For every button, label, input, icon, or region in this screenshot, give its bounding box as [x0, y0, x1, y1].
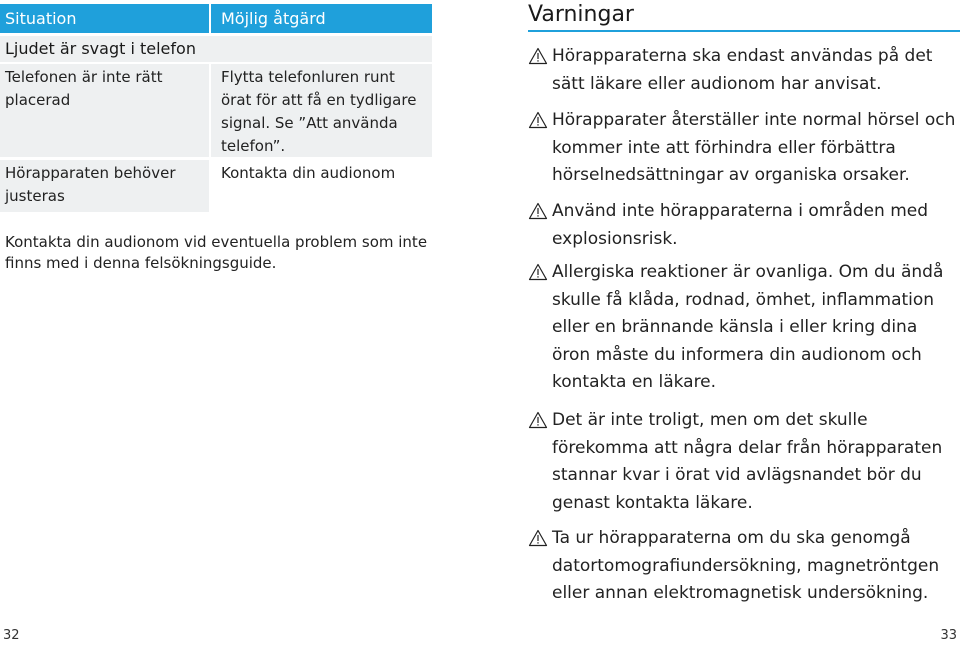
troubleshooting-note: Kontakta din audionom vid eventuella problem som inte finns med i denna felsökningsguide.	[5, 233, 428, 272]
warnings-title: Varningar	[528, 2, 634, 27]
warning-triangle-icon	[528, 111, 548, 129]
title-divider	[528, 30, 960, 32]
page-number-right: 33	[940, 628, 957, 643]
warning-text: Hörapparater återställer inte normal hörsel och kommer inte att förhindra eller förbättra hörselnedsättningar av organiska orsaker.	[552, 110, 956, 185]
warning-item	[528, 43, 960, 98]
warning-text: Hörapparaterna ska endast användas på det sätt läkare eller audionom har anvisat.	[552, 46, 933, 94]
warning-item	[528, 107, 960, 190]
table-row	[0, 64, 432, 157]
section-title: Ljudet är svagt i telefon	[0, 36, 432, 62]
warning-text: Det är inte troligt, men om det skulle förekomma att några delar från hörapparaten stannar kvar i örat vid avlägsnandet bör du genast kontakta läkare.	[552, 410, 943, 513]
warning-text: Allergiska reaktioner är ovanliga. Om du ändå skulle få klåda, rodnad, ömhet, inflammation eller en brännande känsla i eller kring dina öron måste du informera din audionom och kontakta en läkare.	[552, 262, 944, 392]
action-cell: Flytta telefonluren runt örat för att få en tydligare signal. Se ”Att använda telefon”.	[211, 64, 432, 157]
table-row	[0, 160, 432, 212]
header-situation: Situation	[0, 4, 209, 33]
warning-triangle-icon	[528, 529, 548, 547]
action-cell: Kontakta din audionom	[211, 160, 432, 212]
warning-item	[528, 259, 960, 397]
situation-cell: Hörapparaten behöver justeras	[0, 160, 209, 212]
warning-triangle-icon	[528, 47, 548, 65]
warning-text: Ta ur hörapparaterna om du ska genomgå datortomografiundersökning, magnetröntgen eller annan elektromagnetisk undersökning.	[552, 528, 940, 603]
header-action: Möjlig åtgärd	[211, 4, 432, 33]
situation-cell: Telefonen är inte rätt placerad	[0, 64, 209, 157]
warning-item	[528, 407, 960, 517]
warning-triangle-icon	[528, 263, 548, 281]
warning-item	[528, 198, 960, 253]
warning-text: Använd inte hörapparaterna i områden med explosionsrisk.	[552, 201, 929, 249]
page-number-left: 32	[3, 628, 20, 643]
warning-item	[528, 525, 960, 608]
warning-triangle-icon	[528, 411, 548, 429]
table-header	[0, 4, 432, 33]
warning-triangle-icon	[528, 202, 548, 220]
